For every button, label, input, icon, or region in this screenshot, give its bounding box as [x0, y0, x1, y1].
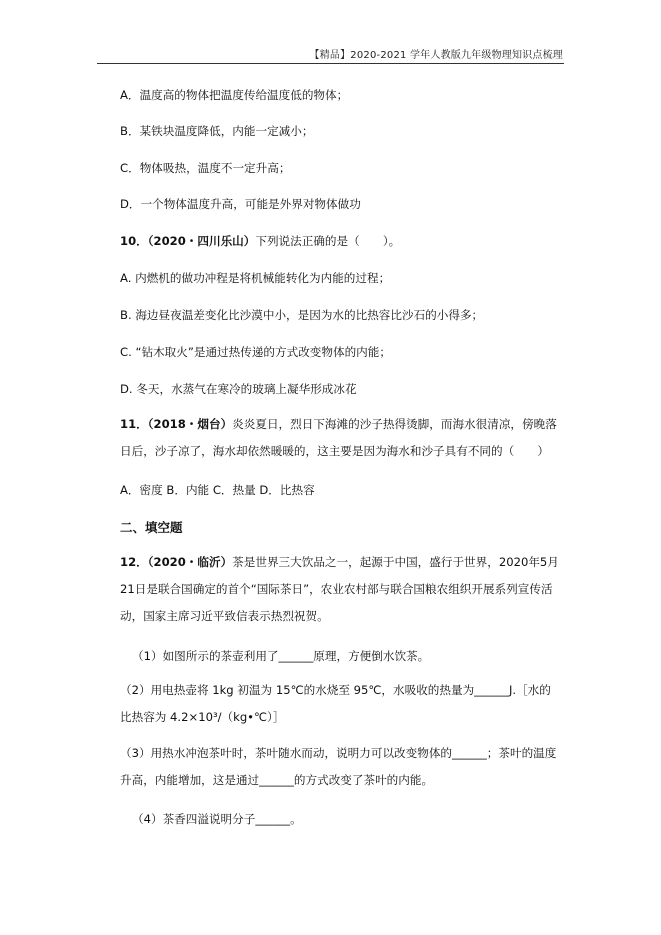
q11-stem: [120, 411, 560, 465]
q10-stem: [120, 233, 400, 249]
q12-stem: [120, 549, 560, 630]
q10-source: 10．（2020・四川乐山）: [120, 234, 256, 248]
header-divider: [97, 63, 564, 64]
q12-sub3: （3）用热水冲泡茶叶时，茶叶随水而动，说明力可以改变物体的______；茶叶的温度升高，内能增加，这是通过______的方式改变了茶叶的内能。: [120, 746, 557, 787]
q12-source: 12．（2020・临沂）: [120, 555, 233, 569]
q9-option-c: C．物体吸热，温度不一定升高；: [120, 161, 291, 175]
q10-option-d: D. 冬天，水蒸气在寒冷的玻璃上凝华形成冰花: [120, 382, 357, 396]
q9-option-d: D．一个物体温度升高，可能是外界对物体做功: [120, 197, 361, 211]
q10-stem-text: 下列说法正确的是（ ）。: [255, 234, 401, 248]
q12-stem-text: 茶是世界三大饮品之一，起源于中国，盛行于世界，2020年5月21日是联合国确定的首个“国际茶日”，农业农村部与联合国粮农组织开展系列宣传活动，国家主席习近平致信表示热烈祝贺。: [120, 555, 559, 623]
q10-option-c: C. “钻木取火”是通过热传递的方式改变物体的内能；: [120, 345, 391, 359]
q12-sub2: （2）用电热壶将 1kg 初温为 15℃的水烧至 95℃，水吸收的热量为______J.［水的比热容为 4.2×10³/（kg•℃）］: [120, 683, 551, 724]
q11-options: A．密度 B．内能 C．热量 D．比热容: [120, 483, 315, 497]
q10-option-a: A. 内燃机的做功冲程是将机械能转化为内能的过程；: [120, 271, 391, 285]
q11-source: 11．（2018・烟台）: [120, 417, 233, 431]
q9-option-a: A．温度高的物体把温度传给温度低的物体；: [120, 88, 349, 102]
q10-option-b: B. 海边昼夜温差变化比沙漠中小，是因为水的比热容比沙石的小得多；: [120, 308, 484, 322]
q12-sub1: （1）如图所示的茶壶利用了______原理，方便倒水饮茶。: [132, 649, 430, 663]
q11-stem-text: 炎炎夏日，烈日下海滩的沙子热得烫脚，而海水很清凉，傍晚落日后，沙子凉了，海水却依然暖暖的，这主要是因为海水和沙子具有不同的（ ）: [120, 417, 557, 458]
page-header-title: 【精品】2020-2021 学年人教版九年级物理知识点梳理: [309, 50, 563, 61]
q9-option-b: B．某铁块温度降低，内能一定减小；: [120, 124, 314, 138]
q12-sub4: （4）茶香四溢说明分子______。: [132, 812, 302, 826]
section-title: 二、填空题: [120, 520, 183, 535]
